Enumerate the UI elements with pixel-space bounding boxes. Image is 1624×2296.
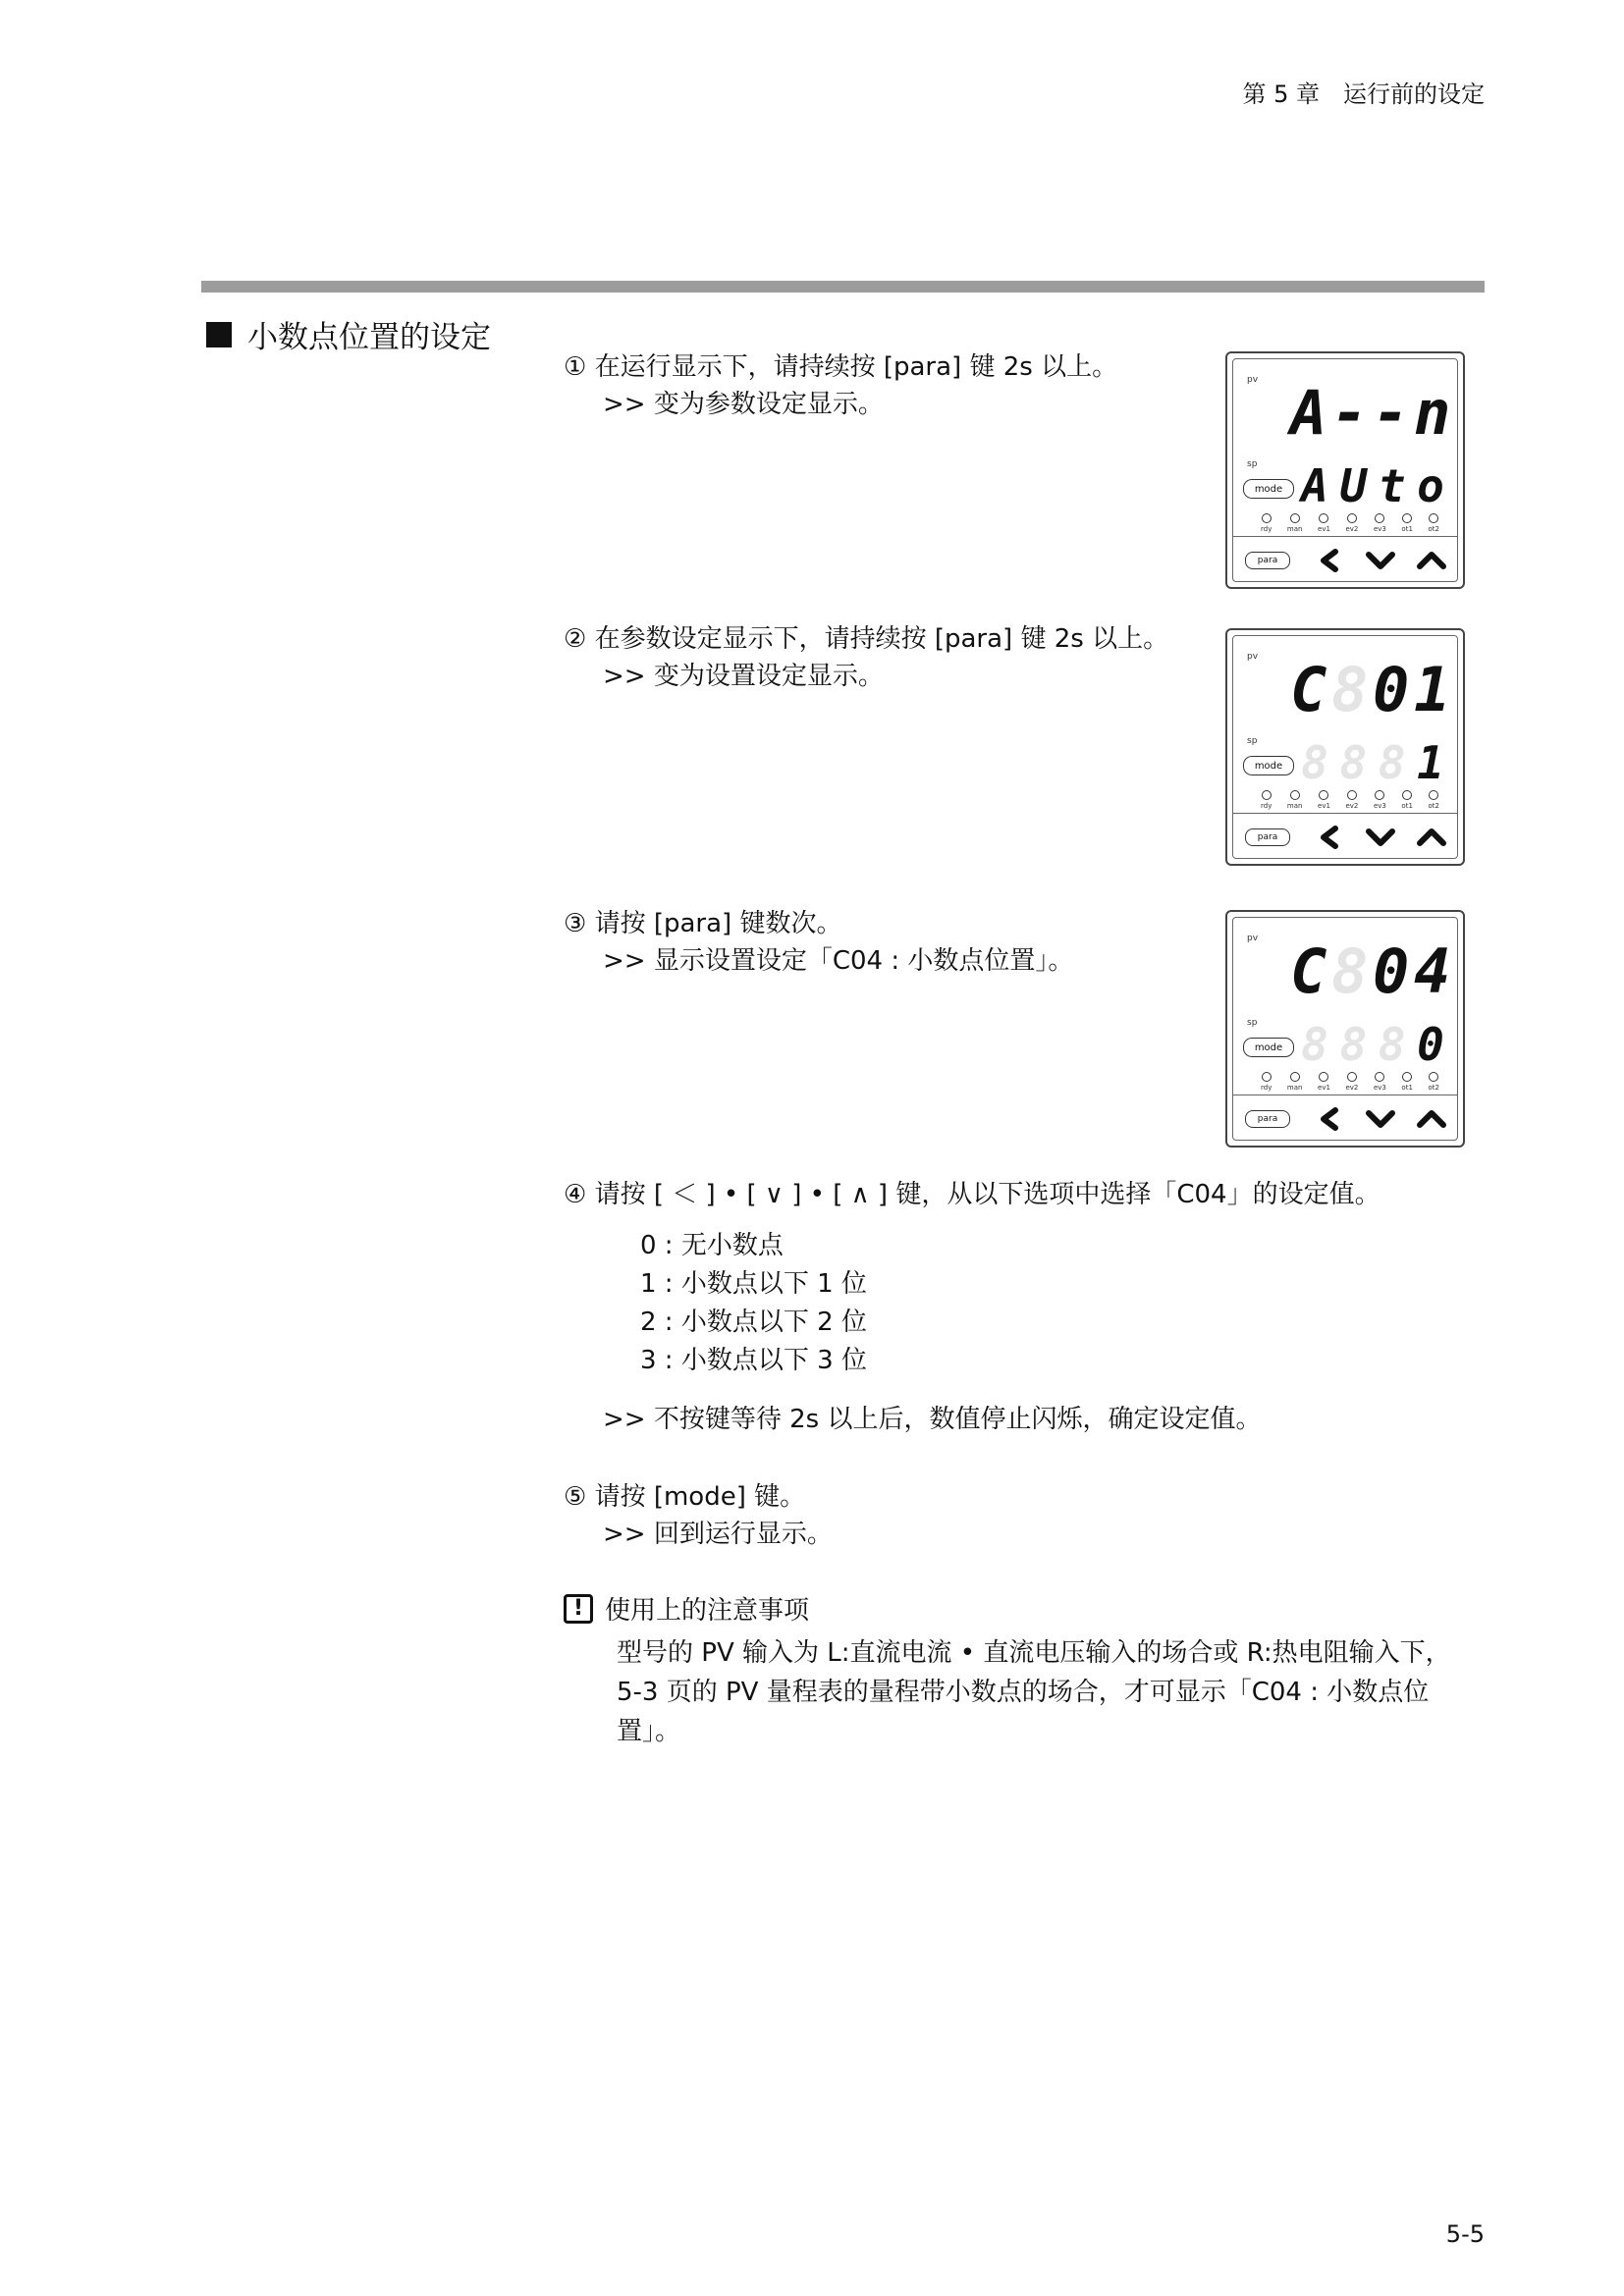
status-led: rdy — [1261, 1072, 1272, 1092]
step-1-main: ① 在运行显示下，请持续按 [para] 键 2s 以上。 — [564, 352, 1118, 382]
step-5-sub: >> 回到运行显示。 — [603, 1520, 833, 1549]
mode-button[interactable]: mode — [1243, 479, 1294, 499]
step-2-sub: >> 变为设置设定显示。 — [603, 662, 884, 691]
step-1 — [564, 348, 1192, 423]
status-led: ev1 — [1318, 513, 1330, 533]
para-button[interactable]: para — [1245, 1110, 1290, 1128]
pv-digit: C — [1290, 654, 1327, 725]
step-3 — [564, 905, 1192, 980]
status-led: rdy — [1261, 790, 1272, 810]
pv-digit: 0 — [1373, 935, 1410, 1007]
pv-label: pv — [1247, 652, 1259, 662]
status-led: ev3 — [1374, 1072, 1386, 1092]
panel-divider — [1232, 813, 1458, 814]
sp-digit: 8 — [1378, 1018, 1406, 1071]
sp-label: sp — [1247, 736, 1258, 746]
status-led: ev2 — [1345, 790, 1358, 810]
caution-body — [617, 1633, 1490, 1751]
sp-digit: 8 — [1339, 736, 1368, 789]
pv-digit: 8 — [1331, 654, 1369, 725]
arrow-keys — [1312, 1102, 1449, 1136]
step-5 — [564, 1478, 1192, 1553]
controller-display-1 — [1225, 351, 1465, 589]
sp-label: sp — [1247, 459, 1258, 469]
sp-digit: A — [1301, 459, 1328, 512]
sp-label: sp — [1247, 1018, 1258, 1028]
pv-digit: A — [1290, 377, 1327, 449]
pv-digit: 0 — [1373, 654, 1410, 725]
status-led: ev2 — [1345, 513, 1358, 533]
sp-display — [1300, 459, 1445, 512]
status-led: rdy — [1261, 513, 1272, 533]
left-arrow-key[interactable] — [1324, 552, 1335, 569]
step-4-result — [564, 1401, 1447, 1438]
down-arrow-key[interactable] — [1369, 831, 1392, 843]
mode-button[interactable]: mode — [1243, 1038, 1294, 1057]
decimal-options-list — [640, 1227, 867, 1380]
pv-digit: 1 — [1414, 654, 1451, 725]
section-square-icon — [206, 322, 232, 347]
status-led: man — [1287, 790, 1303, 810]
step-4 — [564, 1176, 1506, 1213]
option-item: 3 : 小数点以下 3 位 — [640, 1346, 867, 1375]
mode-button[interactable]: mode — [1243, 756, 1294, 775]
option-item: 2 : 小数点以下 2 位 — [640, 1308, 867, 1337]
left-arrow-key[interactable] — [1324, 1110, 1335, 1128]
caution-line: 5-3 页的 PV 量程表的量程带小数点的场合，才可显示「C04 : 小数点位 — [617, 1678, 1430, 1707]
section-title-text: 小数点位置的设定 — [247, 320, 491, 355]
status-leds — [1261, 513, 1439, 533]
status-led: ot1 — [1401, 513, 1412, 533]
pv-digit: n — [1414, 377, 1451, 449]
status-led: ev1 — [1318, 790, 1330, 810]
pv-label: pv — [1247, 934, 1259, 943]
step-2-main: ② 在参数设定显示下，请持续按 [para] 键 2s 以上。 — [564, 624, 1169, 654]
sp-digit: 8 — [1378, 736, 1406, 789]
sp-digit: 8 — [1339, 1018, 1368, 1071]
status-led: man — [1287, 1072, 1303, 1092]
down-arrow-key[interactable] — [1369, 555, 1392, 566]
pv-digit: C — [1290, 935, 1327, 1007]
pv-display — [1290, 377, 1451, 449]
status-led: man — [1287, 513, 1303, 533]
left-arrow-key[interactable] — [1324, 828, 1335, 846]
pv-digit: - — [1331, 377, 1369, 449]
up-arrow-key[interactable] — [1420, 1113, 1443, 1125]
pv-digit: 8 — [1331, 935, 1369, 1007]
step-3-sub: >> 显示设置设定「C04 : 小数点位置」。 — [603, 946, 1074, 976]
sp-digit: 1 — [1417, 736, 1444, 789]
caution-title: 使用上的注意事项 — [605, 1596, 810, 1626]
arrow-keys — [1312, 821, 1449, 854]
caution-line: 置」。 — [617, 1717, 681, 1746]
pv-digit: - — [1373, 377, 1410, 449]
up-arrow-key[interactable] — [1420, 831, 1443, 843]
down-arrow-key[interactable] — [1369, 1113, 1392, 1125]
status-led: ot2 — [1428, 790, 1438, 810]
status-leds — [1261, 790, 1439, 810]
panel-divider — [1232, 536, 1458, 537]
pv-display — [1290, 654, 1451, 725]
chapter-header: 第 5 章 运行前的设定 — [1242, 80, 1485, 108]
status-led: ev2 — [1345, 1072, 1358, 1092]
caution-line: 型号的 PV 输入为 L:直流电流 • 直流电压输入的场合或 R:热电阻输入下， — [617, 1638, 1451, 1668]
section-rule — [201, 281, 1485, 293]
sp-digit: 8 — [1301, 1018, 1328, 1071]
status-led: ot1 — [1401, 790, 1412, 810]
pv-digit: 4 — [1414, 935, 1451, 1007]
caution-icon: ! — [564, 1594, 593, 1624]
sp-digit: o — [1417, 459, 1444, 512]
step-3-main: ③ 请按 [para] 键数次。 — [564, 909, 842, 938]
status-led: ot2 — [1428, 1072, 1438, 1092]
section-title — [206, 312, 491, 356]
sp-display — [1300, 736, 1445, 789]
pv-display — [1290, 935, 1451, 1007]
pv-label: pv — [1247, 375, 1259, 385]
controller-display-3 — [1225, 910, 1465, 1148]
option-item: 1 : 小数点以下 1 位 — [640, 1269, 867, 1299]
option-item: 0 : 无小数点 — [640, 1231, 784, 1260]
sp-digit: 8 — [1301, 736, 1328, 789]
step-1-sub: >> 变为参数设定显示。 — [603, 390, 884, 419]
step-5-main: ⑤ 请按 [mode] 键。 — [564, 1482, 806, 1512]
arrow-keys — [1312, 544, 1449, 577]
step-2 — [564, 620, 1192, 695]
status-led: ot2 — [1428, 513, 1438, 533]
sp-digit: t — [1378, 459, 1406, 512]
page-number: 5-5 — [1445, 2220, 1485, 2248]
para-button[interactable]: para — [1245, 552, 1290, 569]
sp-digit: 0 — [1417, 1018, 1444, 1071]
status-led: ev1 — [1318, 1072, 1330, 1092]
sp-display — [1300, 1018, 1445, 1071]
controller-display-2 — [1225, 628, 1465, 866]
status-leds — [1261, 1072, 1439, 1092]
step-4-main: ④ 请按 [ ＜ ] • [ ∨ ] • [ ∧ ] 键，从以下选项中选择「C04」的设定值。 — [564, 1180, 1380, 1209]
caution-heading — [564, 1590, 809, 1627]
sp-digit: U — [1339, 459, 1368, 512]
para-button[interactable]: para — [1245, 828, 1290, 846]
step-4-sub: >> 不按键等待 2s 以上后，数值停止闪烁，确定设定值。 — [603, 1405, 1262, 1434]
status-led: ev3 — [1374, 790, 1386, 810]
status-led: ot1 — [1401, 1072, 1412, 1092]
up-arrow-key[interactable] — [1420, 555, 1443, 566]
status-led: ev3 — [1374, 513, 1386, 533]
